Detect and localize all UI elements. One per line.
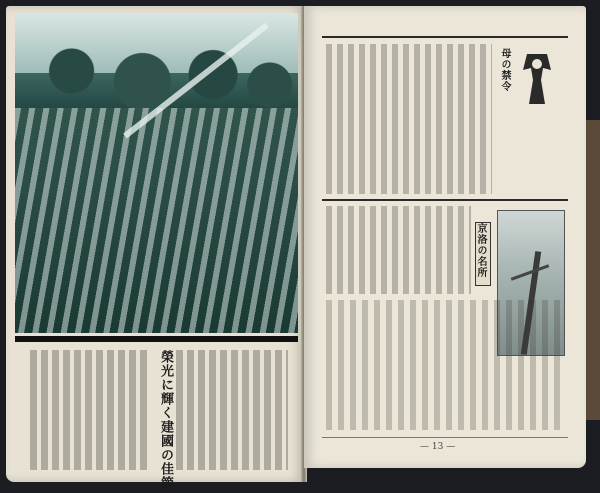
right-top-body-text	[326, 44, 492, 194]
photo-crowd	[15, 108, 298, 333]
parade-photo	[15, 13, 298, 333]
left-body-text	[30, 350, 150, 470]
left-divider	[15, 336, 298, 342]
tree-branch	[511, 264, 550, 280]
section-title-top: 母の禁令	[499, 48, 510, 92]
mask-figure-illustration	[517, 50, 557, 108]
right-mid-rule	[322, 199, 568, 201]
right-lower-body-text	[326, 300, 564, 430]
right-top-rule	[322, 36, 568, 38]
photo-trees	[15, 43, 298, 113]
page-edge	[586, 120, 600, 420]
section-title-mid: 京洛の名所	[475, 222, 491, 286]
right-mid-body-text	[326, 206, 471, 294]
left-headline: 榮光に輝く建國の佳節	[158, 350, 173, 490]
left-body-text-2	[176, 350, 288, 470]
right-bottom-rule	[322, 437, 568, 438]
page-number: — 13 —	[420, 442, 456, 452]
